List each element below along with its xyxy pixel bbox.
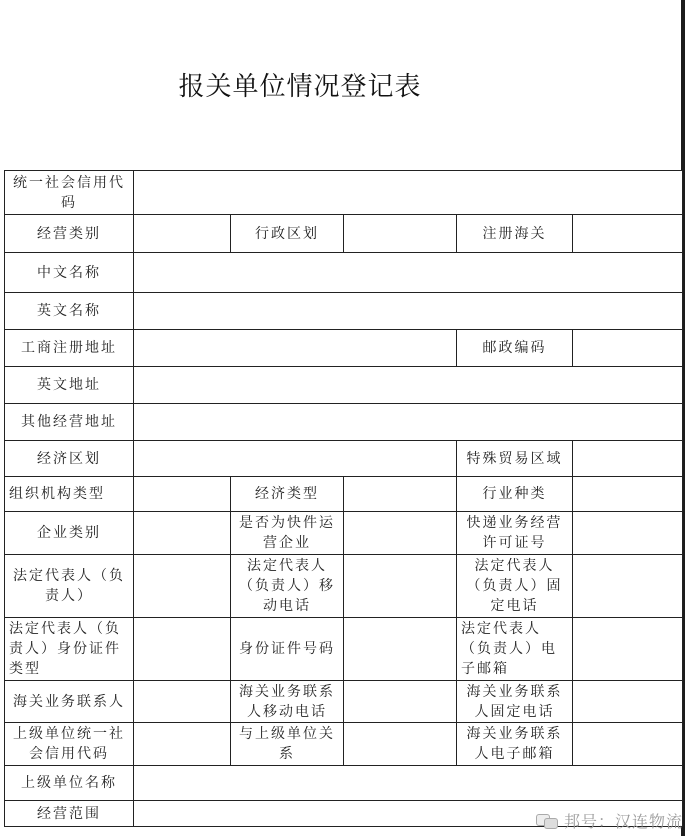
field-input-parent-name[interactable] xyxy=(134,766,683,801)
field-input-english-address[interactable] xyxy=(134,367,683,404)
field-label-economic-zone: 经济区划 xyxy=(5,441,134,477)
field-label-industry-type: 行业种类 xyxy=(457,477,573,512)
field-label-credit-code: 统一社会信用代码 xyxy=(5,171,134,215)
field-input-special-trade-zone[interactable] xyxy=(573,441,683,477)
field-label-chinese-name: 中文名称 xyxy=(5,253,134,293)
field-input-registered-address[interactable] xyxy=(134,330,457,367)
field-input-legal-rep-mobile[interactable] xyxy=(344,555,457,618)
form-row xyxy=(5,441,683,477)
field-input-business-category[interactable] xyxy=(134,215,231,253)
field-label-express-license: 快递业务经营许可证号 xyxy=(457,512,573,555)
field-input-express-operator[interactable] xyxy=(344,512,457,555)
field-label-legal-rep-landline: 法定代表人（负责人）固定电话 xyxy=(457,555,573,618)
form-row xyxy=(5,404,683,441)
field-input-english-name[interactable] xyxy=(134,293,683,330)
form-row xyxy=(5,477,683,512)
form-row xyxy=(5,681,683,723)
form-row xyxy=(5,171,683,215)
field-input-legal-rep-id-type[interactable] xyxy=(134,618,231,681)
field-input-parent-relation[interactable] xyxy=(344,723,457,766)
form-row xyxy=(5,766,683,801)
field-input-customs-contact-email[interactable] xyxy=(573,723,683,766)
chat-bubbles-icon xyxy=(536,814,558,828)
field-input-other-address[interactable] xyxy=(134,404,683,441)
field-input-legal-rep-email[interactable] xyxy=(573,618,683,681)
field-label-admin-division: 行政区划 xyxy=(231,215,344,253)
field-label-express-operator: 是否为快件运营企业 xyxy=(231,512,344,555)
form-row xyxy=(5,253,683,293)
field-input-legal-rep[interactable] xyxy=(134,555,231,618)
field-label-special-trade-zone: 特殊贸易区域 xyxy=(457,441,573,477)
form-row xyxy=(5,618,683,681)
form-row xyxy=(5,293,683,330)
field-input-customs-contact-landline[interactable] xyxy=(573,681,683,723)
field-input-economic-zone[interactable] xyxy=(134,441,457,477)
field-label-customs-contact-email: 海关业务联系人电子邮箱 xyxy=(457,723,573,766)
field-input-express-license[interactable] xyxy=(573,512,683,555)
watermark xyxy=(536,809,683,832)
field-input-chinese-name[interactable] xyxy=(134,253,683,293)
field-label-parent-relation: 与上级单位关系 xyxy=(231,723,344,766)
field-label-business-category: 经营类别 xyxy=(5,215,134,253)
field-input-customs-contact[interactable] xyxy=(134,681,231,723)
field-label-parent-name: 上级单位名称 xyxy=(5,766,134,801)
field-label-business-scope: 经营范围 xyxy=(5,801,134,827)
field-input-enterprise-category[interactable] xyxy=(134,512,231,555)
field-input-registered-customs[interactable] xyxy=(573,215,683,253)
field-label-legal-rep: 法定代表人（负责人） xyxy=(5,555,134,618)
field-input-credit-code[interactable] xyxy=(134,171,683,215)
field-label-customs-contact: 海关业务联系人 xyxy=(5,681,134,723)
form-row xyxy=(5,512,683,555)
field-input-customs-contact-mobile[interactable] xyxy=(344,681,457,723)
field-input-parent-credit-code[interactable] xyxy=(134,723,231,766)
field-label-registered-address: 工商注册地址 xyxy=(5,330,134,367)
form-row xyxy=(5,215,683,253)
form-row xyxy=(5,723,683,766)
field-label-english-address: 英文地址 xyxy=(5,367,134,404)
field-label-economic-type: 经济类型 xyxy=(231,477,344,512)
field-label-customs-contact-mobile: 海关业务联系人移动电话 xyxy=(231,681,344,723)
field-label-id-number: 身份证件号码 xyxy=(231,618,344,681)
form-row xyxy=(5,367,683,404)
field-label-other-address: 其他经营地址 xyxy=(5,404,134,441)
field-input-legal-rep-landline[interactable] xyxy=(573,555,683,618)
field-label-org-type: 组织机构类型 xyxy=(5,477,134,512)
field-input-economic-type[interactable] xyxy=(344,477,457,512)
customs-registration-form xyxy=(4,170,683,827)
field-input-postal-code[interactable] xyxy=(573,330,683,367)
watermark-text: 邦号：汉连物流 xyxy=(563,812,683,831)
form-title: 报关单位情况登记表 xyxy=(178,72,422,102)
field-label-registered-customs: 注册海关 xyxy=(457,215,573,253)
field-input-admin-division[interactable] xyxy=(344,215,457,253)
form-row xyxy=(5,555,683,618)
field-label-enterprise-category: 企业类别 xyxy=(5,512,134,555)
field-label-legal-rep-email: 法定代表人（负责人）电子邮箱 xyxy=(457,618,573,681)
field-label-postal-code: 邮政编码 xyxy=(457,330,573,367)
field-input-industry-type[interactable] xyxy=(573,477,683,512)
field-label-legal-rep-mobile: 法定代表人（负责人）移动电话 xyxy=(231,555,344,618)
field-label-parent-credit-code: 上级单位统一社会信用代码 xyxy=(5,723,134,766)
form-row xyxy=(5,330,683,367)
field-input-org-type[interactable] xyxy=(134,477,231,512)
field-input-id-number[interactable] xyxy=(344,618,457,681)
field-label-english-name: 英文名称 xyxy=(5,293,134,330)
field-label-customs-contact-landline: 海关业务联系人固定电话 xyxy=(457,681,573,723)
field-label-legal-rep-id-type: 法定代表人（负责人）身份证件类型 xyxy=(5,618,134,681)
